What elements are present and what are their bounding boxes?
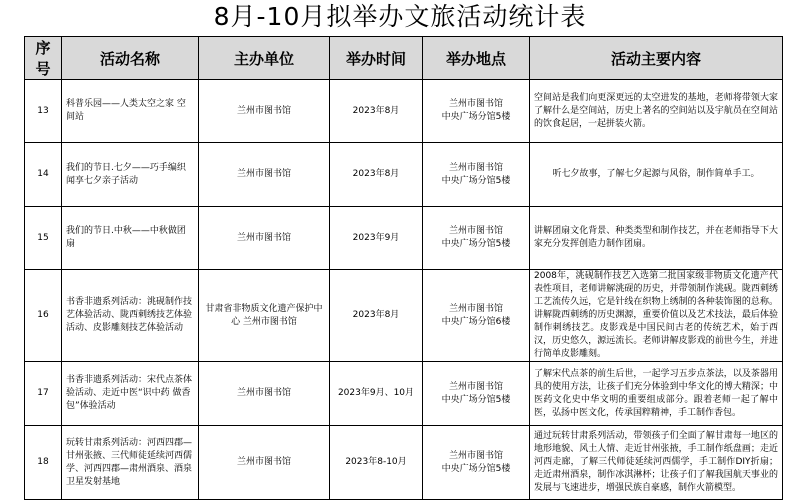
event-place bbox=[423, 80, 530, 143]
page-title: 8月-10月拟举办文旅活动统计表 bbox=[213, 2, 587, 31]
event-time: 2023年9月 bbox=[330, 207, 423, 270]
activity-name: 我们的节日.七夕——巧手编织 闻享七夕亲子活动 bbox=[62, 143, 199, 207]
event-place bbox=[423, 270, 530, 362]
place-line-1: 兰州市图书馆 bbox=[448, 226, 503, 236]
place-line-1: 兰州市图书馆 bbox=[448, 303, 503, 314]
event-time: 2023年9月、10月 bbox=[330, 362, 423, 426]
header-name: 活动名称 bbox=[62, 37, 199, 80]
host-unit: 兰州市图书馆 bbox=[199, 80, 330, 143]
activity-name: 书香非遗系列活动：宋代点茶体验活动、走近中医“识中药 做香包”体验活动 bbox=[62, 362, 199, 426]
place-line-1: 兰州市图书馆 bbox=[448, 381, 503, 392]
place-line-2: 中央广场分馆5楼 bbox=[441, 175, 511, 186]
place-line-2: 中央广场分馆6楼 bbox=[441, 316, 511, 327]
place-line-2: 中央广场分馆5楼 bbox=[441, 239, 511, 249]
table-row bbox=[25, 207, 783, 270]
table-row bbox=[25, 80, 783, 143]
event-place bbox=[423, 207, 530, 270]
activity-content: 2008年，洮砚制作技艺入选第二批国家级非物质文化遗产代表性项目，老师讲解洮砚的历史，并带领制作洮砚。陇西刺绣工艺流传久远，它是针线在织物上绣制的各种装饰图的总称。讲解陇西刺绣的历史渊源，重要价值以及艺术技法，最后体验制作刺绣技艺。皮影戏是中国民间古老的传统艺术，始于西汉，历史悠久，源远流长。老师讲解皮影戏的前世今生，并进行简单皮影雕刻。 bbox=[530, 270, 783, 362]
row-number: 18 bbox=[25, 426, 62, 500]
row-number: 16 bbox=[25, 270, 62, 362]
row-number: 15 bbox=[25, 207, 62, 270]
table-row bbox=[25, 362, 783, 426]
table-row bbox=[25, 143, 783, 207]
row-number: 17 bbox=[25, 362, 62, 426]
activity-content: 听七夕故事，了解七夕起源与风俗，制作简单手工。 bbox=[530, 143, 783, 207]
host-unit: 兰州市图书馆 bbox=[199, 143, 330, 207]
row-number: 14 bbox=[25, 143, 62, 207]
activity-name: 我们的节日.中秋——中秋做团扇 bbox=[62, 207, 199, 270]
table-row bbox=[25, 270, 783, 362]
header-host: 主办单位 bbox=[199, 37, 330, 80]
activity-content: 了解宋代点茶的前生后世，一起学习五步点茶法，以及茶器用具的使用方法，让孩子们充分体验到中华文化的博大精深；中医药文化史中华文明的重要组成部分。跟着老师一起了解中医，弘扬中医文化，传承国粹精神，手工制作香包。 bbox=[530, 362, 783, 426]
event-place bbox=[423, 362, 530, 426]
place-line-2: 中央广场分馆5楼 bbox=[441, 463, 511, 474]
activity-table bbox=[24, 36, 783, 500]
header-no: 序号 bbox=[25, 37, 62, 80]
header-content: 活动主要内容 bbox=[530, 37, 783, 80]
event-time: 2023年8月 bbox=[330, 80, 423, 143]
activity-name: 玩转甘肃系列活动：河西四郡—甘州张掖、三代师徒延续河西儒学、河西四郡—肃州酒泉、酒泉卫星发射基地 bbox=[62, 426, 199, 500]
activity-content: 空间站是我们向更深更远的太空进发的基地，老师将带领大家了解什么是空间站，历史上著名的空间站以及宇航员在空间站的饮食起居，一起拼装火箭。 bbox=[530, 80, 783, 143]
event-place bbox=[423, 426, 530, 500]
host-unit: 兰州市图书馆 bbox=[199, 362, 330, 426]
header-time: 举办时间 bbox=[330, 37, 423, 80]
place-line-1: 兰州市图书馆 bbox=[448, 99, 503, 109]
activity-name: 科普乐园——人类太空之家 空间站 bbox=[62, 80, 199, 143]
table-row bbox=[25, 426, 783, 500]
host-unit: 甘肃省非物质文化遗产保护中心 兰州市图书馆 bbox=[199, 270, 330, 362]
host-unit: 兰州市图书馆 bbox=[199, 426, 330, 500]
event-time: 2023年8月 bbox=[330, 270, 423, 362]
activity-name: 书香非遗系列活动：洮砚制作技艺体验活动、陇西刺绣技艺体验活动、皮影雕刻技艺体验活动 bbox=[62, 270, 199, 362]
place-line-2: 中央广场分馆5楼 bbox=[441, 394, 511, 405]
place-line-1: 兰州市图书馆 bbox=[448, 450, 503, 461]
activity-content: 通过玩转甘肃系列活动，带领孩子们全面了解甘肃每一地区的地形地貌、风土人情、走近甘州张掖，手工制作纸盘画；走近河西走廊，了解三代师徒延续河西儒学，手工制作DIY折扇；走近肃州酒泉，制作冰淇淋杯；让孩子们了解我国航天事业的发展与飞速进步，增强民族自豪感，制作火箭模型。 bbox=[530, 426, 783, 500]
row-number: 13 bbox=[25, 80, 62, 143]
place-line-1: 兰州市图书馆 bbox=[448, 162, 503, 173]
host-unit: 兰州市图书馆 bbox=[199, 207, 330, 270]
event-time: 2023年8-10月 bbox=[330, 426, 423, 500]
event-place bbox=[423, 143, 530, 207]
table-header-row bbox=[25, 37, 783, 80]
activity-content: 讲解团扇文化背景、种类类型和制作技艺，并在老师指导下大家充分发挥创造力制作团扇。 bbox=[530, 207, 783, 270]
header-place: 举办地点 bbox=[423, 37, 530, 80]
place-line-2: 中央广场分馆5楼 bbox=[441, 112, 511, 122]
event-time: 2023年8月 bbox=[330, 143, 423, 207]
